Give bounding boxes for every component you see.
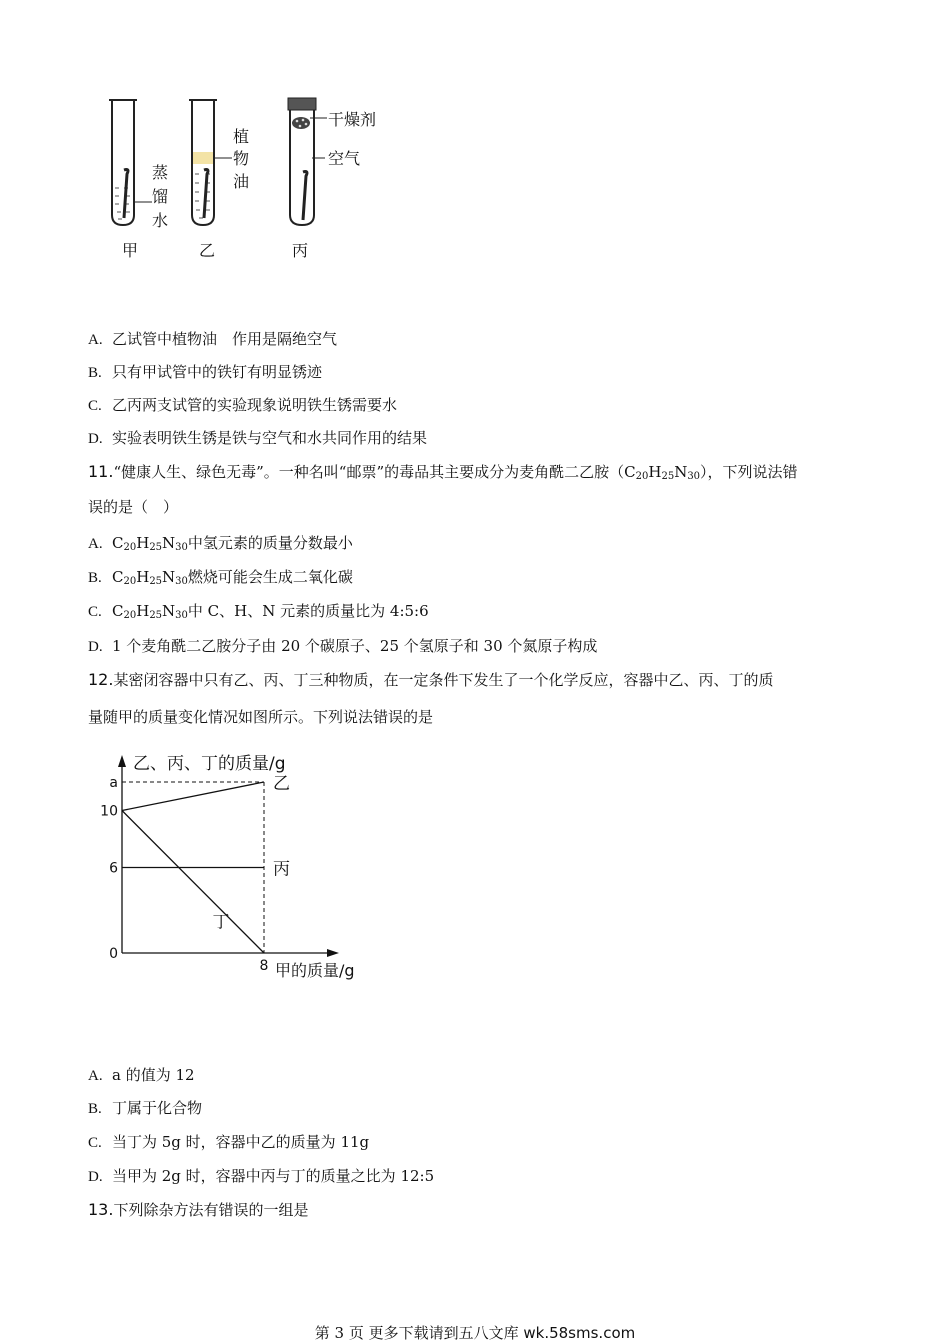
- rust-experiment-figure: [100, 90, 400, 270]
- q10-option-a: A. 乙试管中植物油 作用是隔绝空气: [88, 330, 338, 348]
- q12-stem-line1: 12.某密闭容器中只有乙、丙、丁三种物质，在一定条件下发生了一个化学反应，容器中乙、丙、丁的质: [88, 670, 774, 689]
- q12-option-c: C. 当丁为 5g 时，容器中乙的质量为 11g: [88, 1133, 370, 1151]
- q11-option-d: D. 1 个麦角酰二乙胺分子由 20 个碳原子、25 个氢原子和 30 个氮原子构成: [88, 637, 598, 655]
- label-water-2: 馏: [152, 187, 169, 206]
- q12-option-d: D. 当甲为 2g 时，容器中丙与丁的质量之比为 12:5: [88, 1167, 435, 1185]
- tube-yi: [189, 100, 217, 225]
- chart-ylabel: 乙、丙、丁的质量/g: [133, 754, 286, 774]
- label-water-3: 水: [152, 211, 169, 230]
- q11-stem-line2: 误的是（ ）: [88, 498, 179, 516]
- y-tick-label-10: 10: [100, 803, 118, 820]
- label-oil-1: 植: [233, 127, 250, 146]
- tube-label-jia: 甲: [122, 241, 139, 260]
- series-label-yi: 乙: [273, 774, 290, 794]
- mass-chart: [95, 745, 385, 990]
- q10-option-d: D. 实验表明铁生锈是铁与空气和水共同作用的结果: [88, 429, 428, 447]
- footer-site-link[interactable]: wk.58sms.com: [523, 1324, 636, 1342]
- x-axis-arrow: [327, 949, 339, 957]
- q10-option-c: C. 乙丙两支试管的实验现象说明铁生锈需要水: [88, 396, 398, 414]
- chart-xlabel: 甲的质量/g: [275, 961, 355, 980]
- y-tick-label-a: a: [109, 775, 118, 791]
- label-oil-2: 物: [233, 149, 250, 168]
- q13-stem: 13.下列除杂方法有错误的一组是: [88, 1200, 309, 1219]
- y-axis-arrow: [118, 755, 126, 767]
- q12-option-b: B. 丁属于化合物: [88, 1099, 203, 1117]
- q11-option-b: B. $C_{20}H_{25}N_{30}$燃烧可能会生成二氧化碳: [88, 568, 353, 587]
- x-tick-label-8: 8: [259, 958, 269, 974]
- tube-label-yi: 乙: [199, 241, 216, 260]
- q12-stem-line2: 量随甲的质量变化情况如图所示。下列说法错误的是: [88, 708, 434, 726]
- tube-label-bing: 丙: [292, 241, 309, 260]
- label-water-1: 蒸: [152, 163, 169, 182]
- q12-option-a: A. a 的值为 12: [88, 1066, 195, 1084]
- y-tick-label-0: 0: [109, 946, 118, 962]
- label-air: 空气: [328, 149, 361, 168]
- q11-stem-line1: 11.“健康人生、绿色无毒”。一种名叫“邮票”的毒品其主要成分为麦角酰二乙胺$(C_{20}H_{25}N_{30})$，下列说法错: [88, 462, 798, 482]
- y-tick-label-6: 6: [109, 860, 118, 877]
- series-label-ding: 丁: [212, 912, 230, 933]
- series-label-bing: 丙: [273, 859, 290, 880]
- tube-bing: [288, 98, 316, 225]
- tube-jia: [109, 100, 137, 225]
- page-footer: 第 3 页 更多下载请到五八文库 wk.58sms.com: [314, 1324, 636, 1342]
- q10-option-b: B. 只有甲试管中的铁钉有明显锈迹: [88, 363, 323, 381]
- label-desiccant: 干燥剂: [328, 110, 377, 129]
- q11-option-a: A. $C_{20}H_{25}N_{30}$中氢元素的质量分数最小: [88, 534, 353, 553]
- label-oil-3: 油: [233, 172, 250, 191]
- q11-option-c: C. $C_{20}H_{25}N_{30}$中 C、H、N 元素的质量比为 4:5:6: [88, 602, 429, 621]
- series-line-1: [122, 782, 264, 811]
- series-line-3: [122, 811, 264, 954]
